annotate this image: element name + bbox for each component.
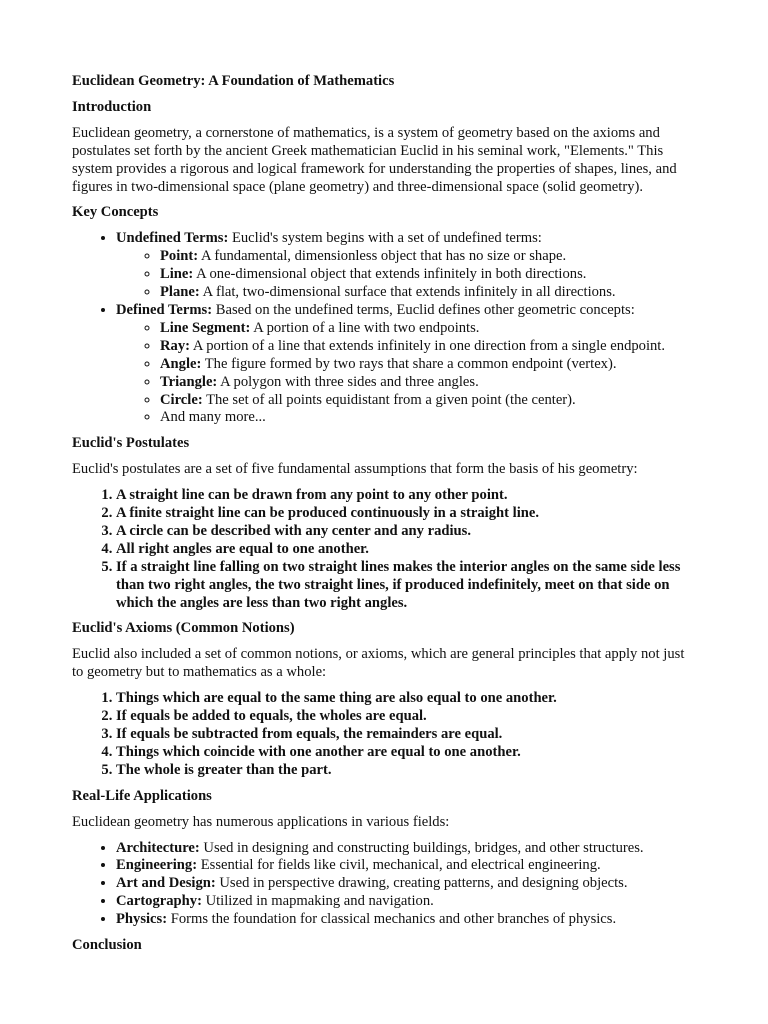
applications-heading: Real-Life Applications	[72, 787, 212, 804]
list-item	[116, 911, 696, 929]
list-item	[160, 320, 696, 338]
postulate-item: 4. All right angles are equal to one another.	[116, 541, 696, 559]
conclusion-heading: Conclusion	[72, 937, 142, 954]
term-label: Line Segment:	[160, 319, 251, 336]
term-text: Used in designing and constructing buildings, bridges, and other structures.	[199, 839, 644, 856]
term-text: A portion of a line that extends infinitely in one direction from a single endpoint.	[190, 337, 666, 354]
list-item	[116, 893, 696, 911]
list-item	[116, 840, 696, 858]
list-item: ◦ And many more...	[160, 409, 696, 427]
term-text: A flat, two-dimensional surface that extends infinitely in all directions.	[199, 284, 616, 301]
defined-terms-list	[116, 320, 696, 427]
postulate-item: 5. If a straight line falling on two straight lines makes the interior angles on the same side less than two right angles, the two straight lines, if produced indefinitely, meet on that side on which the angles are less than two right angles.	[116, 559, 696, 613]
term-text: A fundamental, dimensionless object that has no size or shape.	[198, 248, 567, 265]
list-item	[160, 356, 696, 374]
axiom-item: 5. The whole is greater than the part.	[116, 762, 696, 780]
term-text: Used in perspective drawing, creating patterns, and designing objects.	[215, 875, 628, 892]
intro-paragraph: Euclidean geometry, a cornerstone of mathematics, is a system of geometry based on the axioms and postulates set forth by the ancient Greek mathematician Euclid in his seminal work, "Elements." This system provides a rigorous and logical framework for understanding the properties of shapes, lines, and figures in two-dimensional space (plane geometry) and three-dimensional space (solid geometry).	[72, 124, 677, 195]
list-item	[160, 284, 696, 302]
axiom-item: 1. Things which are equal to the same thing are also equal to one another.	[116, 690, 696, 708]
postulates-heading: Euclid's Postulates	[72, 435, 190, 452]
undefined-terms-text: Euclid's system begins with a set of undefined terms:	[228, 230, 542, 247]
term-label: Ray:	[160, 337, 190, 354]
postulates-list	[72, 487, 696, 612]
axiom-item: 3. If equals be subtracted from equals, the remainders are equal.	[116, 726, 696, 744]
key-concepts-list	[72, 230, 696, 427]
term-label: Architecture:	[116, 839, 200, 856]
term-text: Utilized in mapmaking and navigation.	[201, 893, 434, 910]
applications-list	[72, 840, 696, 930]
term-label: Cartography:	[116, 893, 202, 910]
list-item	[160, 266, 696, 284]
list-item	[160, 248, 696, 266]
list-item	[116, 302, 696, 427]
term-text: Forms the foundation for classical mechanics and other branches of physics.	[167, 911, 617, 928]
undefined-terms-list	[116, 248, 696, 302]
term-text: A polygon with three sides and three angles.	[217, 373, 479, 390]
axiom-item: 2. If equals be added to equals, the wholes are equal.	[116, 708, 696, 726]
list-item	[160, 374, 696, 392]
axioms-intro: Euclid also included a set of common notions, or axioms, which are general principles that apply not just to geometry but to mathematics as a whole:	[72, 646, 685, 681]
term-text: The figure formed by two rays that share a common endpoint (vertex).	[201, 355, 617, 372]
term-label: Point:	[160, 248, 199, 265]
postulate-item: 1. A straight line can be drawn from any point to any other point.	[116, 487, 696, 505]
list-item	[116, 875, 696, 893]
undefined-terms-label: Undefined Terms:	[116, 230, 229, 247]
term-label: Art and Design:	[116, 875, 216, 892]
term-text: A one-dimensional object that extends infinitely in both directions.	[193, 266, 587, 283]
list-item	[116, 230, 696, 302]
list-item	[160, 392, 696, 410]
applications-intro: Euclidean geometry has numerous applications in various fields:	[72, 813, 450, 830]
list-item	[160, 338, 696, 356]
term-label: Angle:	[160, 355, 202, 372]
term-label: Plane:	[160, 284, 200, 301]
defined-terms-label: Defined Terms:	[116, 301, 213, 318]
postulate-item: 3. A circle can be described with any center and any radius.	[116, 523, 696, 541]
intro-heading: Introduction	[72, 98, 152, 115]
key-concepts-heading: Key Concepts	[72, 204, 159, 221]
axiom-item: 4. Things which coincide with one another are equal to one another.	[116, 744, 696, 762]
term-label: Physics:	[116, 911, 168, 928]
defined-terms-text: Based on the undefined terms, Euclid defines other geometric concepts:	[212, 301, 635, 318]
term-text: The set of all points equidistant from a given point (the center).	[202, 391, 576, 408]
term-label: Engineering:	[116, 857, 198, 874]
axioms-heading: Euclid's Axioms (Common Notions)	[72, 620, 295, 637]
postulates-intro: Euclid's postulates are a set of five fundamental assumptions that form the basis of his geometry:	[72, 461, 638, 478]
postulate-item: 2. A finite straight line can be produced continuously in a straight line.	[116, 505, 696, 523]
list-item	[116, 857, 696, 875]
term-text: A portion of a line with two endpoints.	[250, 319, 480, 336]
axioms-list	[72, 690, 696, 780]
document-title: Euclidean Geometry: A Foundation of Mathematics	[72, 73, 395, 89]
term-text: Essential for fields like civil, mechanical, and electrical engineering.	[197, 857, 601, 874]
term-label: Circle:	[160, 391, 203, 408]
term-label: Line:	[160, 266, 194, 283]
term-label: Triangle:	[160, 373, 218, 390]
